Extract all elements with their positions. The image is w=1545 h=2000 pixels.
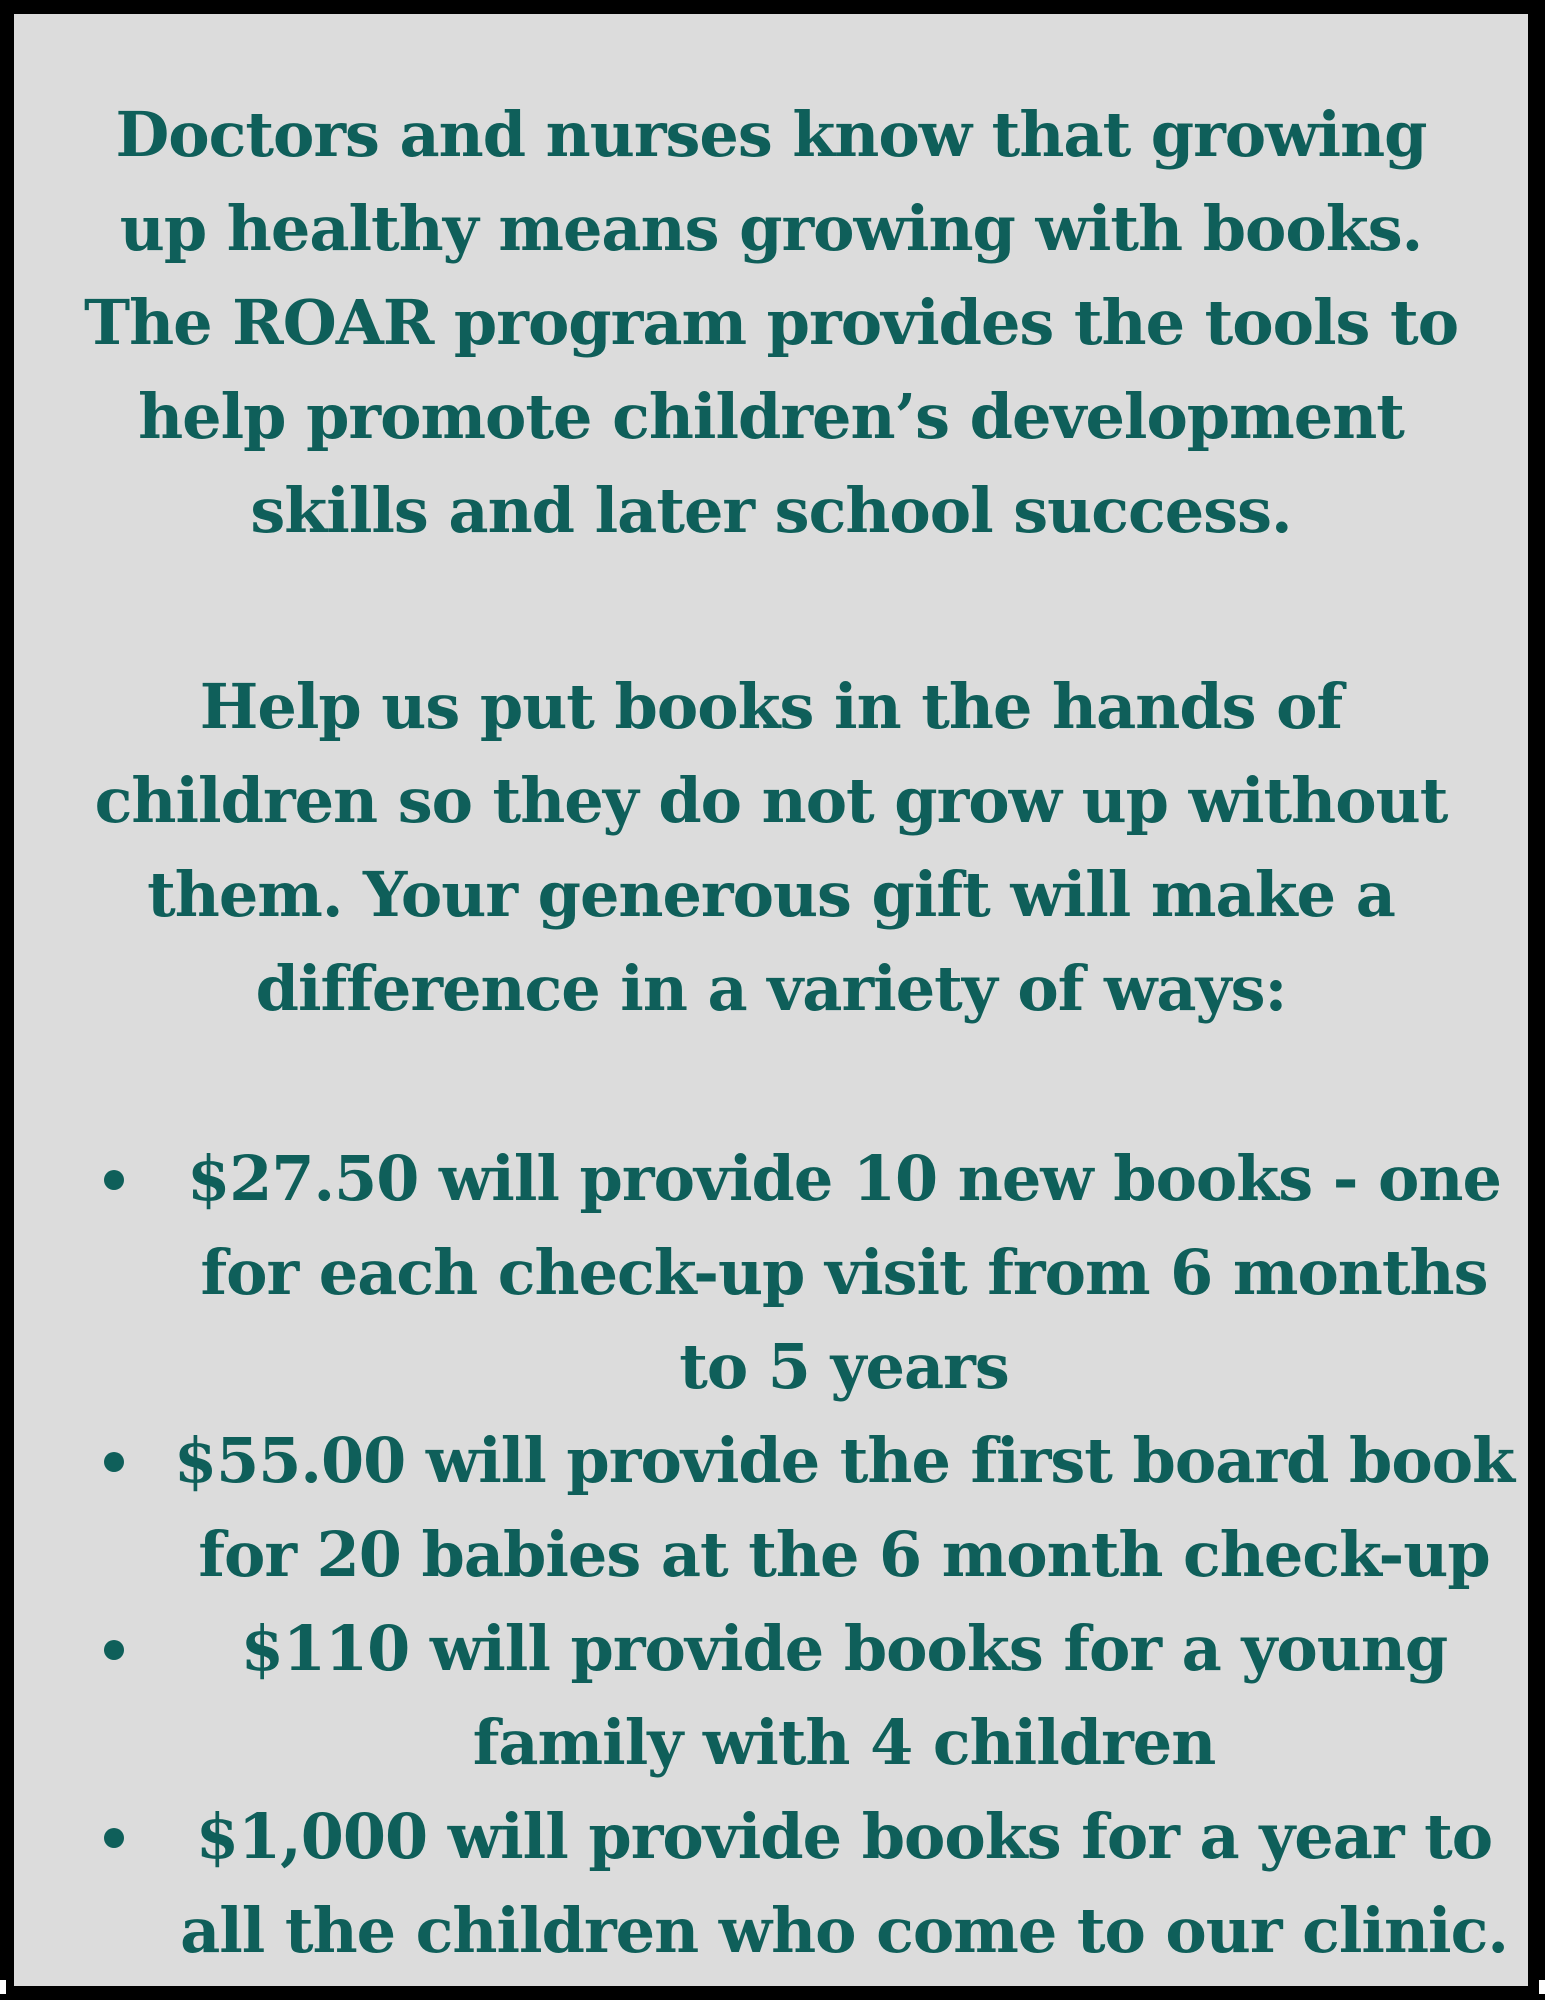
- bullet-icon: [104, 1640, 124, 1660]
- list-item: [94, 1132, 1524, 1414]
- intro-paragraph: Doctors and nurses know that growing up healthy means growing with books. The ROAR program provides the tools to help promote children’s development skills and later school success.: [83, 98, 1459, 547]
- bullet-icon: [104, 1170, 124, 1190]
- flyer-panel: [14, 14, 1528, 1986]
- gift-levels-list: [94, 1132, 1524, 1978]
- list-item: [94, 1790, 1524, 1978]
- right-corner-mark: [1539, 1980, 1545, 1994]
- list-item: [94, 1602, 1524, 1790]
- gift-text: $27.50 will provide 10 new books - one for each check-up visit from 6 months to 5 years: [187, 1142, 1501, 1403]
- list-item: [94, 1414, 1524, 1602]
- left-corner-mark: [0, 1980, 6, 1994]
- gift-text: $1,000 will provide books for a year to all the children who come to our clinic.: [180, 1800, 1508, 1967]
- bullet-icon: [104, 1452, 124, 1472]
- gift-text: $55.00 will provide the first board book for 20 babies at the 6 month check-up: [173, 1424, 1515, 1591]
- gift-text: $110 will provide books for a young family with 4 children: [240, 1612, 1448, 1779]
- appeal-paragraph: Help us put books in the hands of children so they do not grow up without them. Your generous gift will make a difference in a variety of ways:: [94, 670, 1448, 1025]
- bullet-icon: [104, 1828, 124, 1848]
